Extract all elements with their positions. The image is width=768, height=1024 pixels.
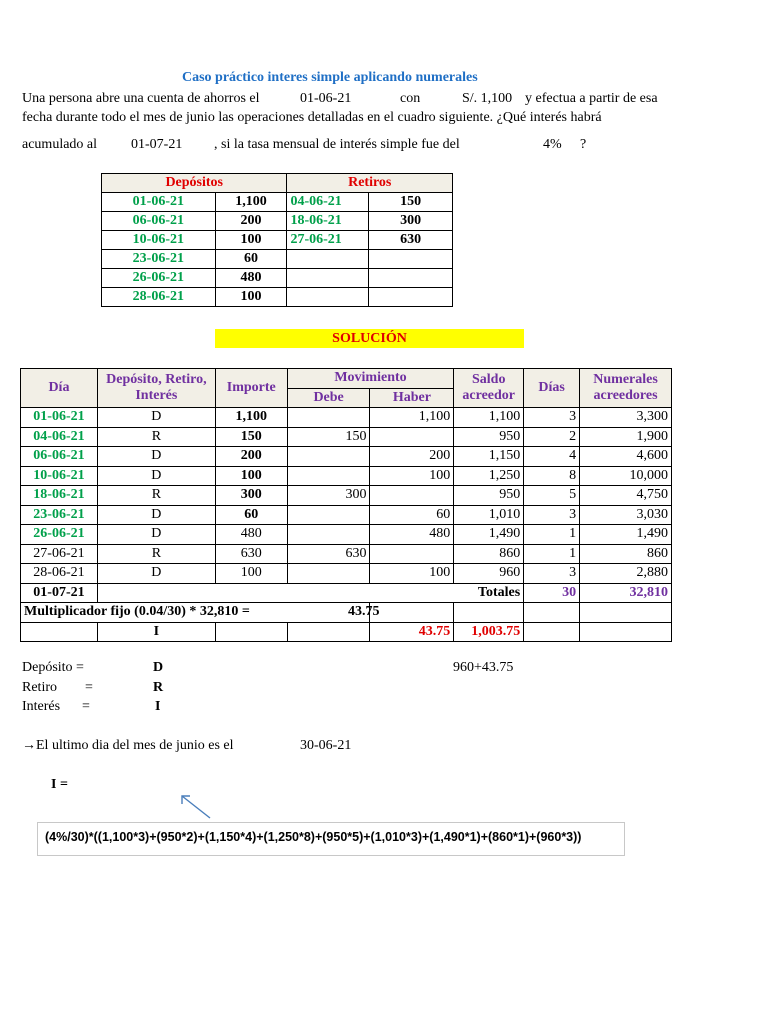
cell-saldo: 950 [454, 427, 524, 447]
deposit-amount: 100 [215, 231, 287, 250]
cell-debe [287, 447, 370, 467]
cell-dias: 8 [524, 466, 580, 486]
statement-line3-b: , si la tasa mensual de interés simple fue del [214, 137, 460, 152]
operations-row [102, 288, 453, 307]
cell-numerales: 1,900 [580, 427, 672, 447]
withdrawal-date [287, 288, 369, 307]
cell-debe [287, 466, 370, 486]
cell-debe [287, 564, 370, 584]
withdrawal-date: 18-06-21 [287, 212, 369, 231]
cell-haber [370, 427, 454, 447]
deposit-amount: 480 [215, 269, 287, 288]
cell-debe: 300 [287, 486, 370, 506]
cell-haber: 100 [370, 564, 454, 584]
table-row [21, 525, 672, 545]
cell-debe: 150 [287, 427, 370, 447]
cell-tipo: D [97, 447, 215, 467]
cell-haber [370, 486, 454, 506]
cell-dias: 1 [524, 544, 580, 564]
total-date: 01-07-21 [21, 583, 98, 603]
interest-row [21, 622, 672, 642]
cell-numerales: 2,880 [580, 564, 672, 584]
header-dias: Días [524, 369, 580, 408]
interest-amount: 43.75 [370, 622, 454, 642]
cell-dia: 06-06-21 [21, 447, 98, 467]
table-row [21, 447, 672, 467]
cell-haber: 100 [370, 466, 454, 486]
header-numerales: Numerales acreedores [580, 369, 672, 408]
cell-dia: 10-06-21 [21, 466, 98, 486]
withdrawal-amount [369, 269, 453, 288]
cell-saldo: 960 [454, 564, 524, 584]
cell-dias: 3 [524, 408, 580, 428]
multiplier-label: Multiplicador fijo (0.04/30) * 32,810 = 43.75 [21, 603, 370, 623]
cell-dias: 3 [524, 564, 580, 584]
cell-dia: 01-06-21 [21, 408, 98, 428]
operations-row [102, 212, 453, 231]
legend-retiro-label: Retiro [22, 680, 57, 695]
cell-importe: 200 [215, 447, 287, 467]
last-day-note: →El ultimo dia del mes de junio es el [22, 738, 234, 753]
multiplier-value: 43.75 [348, 604, 380, 619]
pointer-arrow-icon [176, 792, 216, 822]
deposit-date: 23-06-21 [102, 250, 216, 269]
total-days: 30 [524, 583, 580, 603]
deposit-amount: 60 [215, 250, 287, 269]
operations-row [102, 250, 453, 269]
final-balance: 1,003.75 [454, 622, 524, 642]
cell-importe: 630 [215, 544, 287, 564]
withdrawals-header: Retiros [287, 174, 453, 193]
statement-line1-a: Una persona abre una cuenta de ahorros el [22, 91, 260, 106]
withdrawal-amount: 150 [369, 193, 453, 212]
statement-amount: S/. 1,100 [462, 91, 513, 106]
deposit-date: 28-06-21 [102, 288, 216, 307]
operations-row [102, 269, 453, 288]
operations-row [102, 193, 453, 212]
table-row [21, 466, 672, 486]
header-movimiento: Movimiento [287, 369, 454, 389]
table-row [21, 427, 672, 447]
header-haber: Haber [370, 388, 454, 408]
cell-dia: 18-06-21 [21, 486, 98, 506]
cell-dias: 5 [524, 486, 580, 506]
withdrawal-amount [369, 288, 453, 307]
cell-numerales: 4,600 [580, 447, 672, 467]
interest-code: I [97, 622, 215, 642]
withdrawal-amount: 630 [369, 231, 453, 250]
table-row [21, 544, 672, 564]
header-importe: Importe [215, 369, 287, 408]
header-tipo: Depósito, Retiro, Interés [97, 369, 215, 408]
totals-label: Totales [97, 583, 523, 603]
table-row [21, 564, 672, 584]
header-saldo: Saldo acreedor [454, 369, 524, 408]
multiplier-row [21, 603, 672, 623]
cell-haber: 200 [370, 447, 454, 467]
statement-question-mark: ? [580, 137, 587, 152]
statement-rate: 4% [543, 137, 562, 152]
statement-start-date: 01-06-21 [300, 91, 352, 106]
cell-tipo: R [97, 544, 215, 564]
withdrawal-date [287, 269, 369, 288]
cell-numerales: 1,490 [580, 525, 672, 545]
cell-importe: 300 [215, 486, 287, 506]
table-row [21, 505, 672, 525]
cell-saldo: 1,010 [454, 505, 524, 525]
page-title: Caso práctico interes simple aplicando numerales [182, 70, 478, 85]
legend-deposito-code: D [153, 660, 164, 675]
deposit-amount: 100 [215, 288, 287, 307]
cell-haber: 480 [370, 525, 454, 545]
cell-debe [287, 505, 370, 525]
cell-dia: 28-06-21 [21, 564, 98, 584]
cell-tipo: R [97, 486, 215, 506]
cell-tipo: D [97, 408, 215, 428]
interest-label: I = [51, 777, 68, 792]
numerales-table [20, 368, 672, 642]
statement-line2: fecha durante todo el mes de junio las operaciones detalladas en el cuadro siguiente. ¿Qué interés habrá [22, 110, 602, 125]
withdrawal-amount [369, 250, 453, 269]
cell-saldo: 1,250 [454, 466, 524, 486]
deposit-amount: 1,100 [215, 193, 287, 212]
cell-dias: 4 [524, 447, 580, 467]
cell-haber: 60 [370, 505, 454, 525]
total-numerales: 32,810 [580, 583, 672, 603]
header-debe: Debe [287, 388, 370, 408]
legend-interes-eq: = [82, 699, 90, 714]
cell-dias: 3 [524, 505, 580, 525]
cell-importe: 1,100 [215, 408, 287, 428]
legend-interes-code: I [155, 699, 161, 714]
cell-dia: 26-06-21 [21, 525, 98, 545]
statement-con: con [400, 91, 421, 106]
statement-line3-a: acumulado al [22, 137, 98, 152]
header-dia: Día [21, 369, 98, 408]
cell-debe [287, 408, 370, 428]
withdrawal-date: 27-06-21 [287, 231, 369, 250]
cell-tipo: D [97, 525, 215, 545]
statement-line1-b: y efectua a partir de esa [525, 91, 658, 106]
cell-importe: 480 [215, 525, 287, 545]
legend-interes-label: Interés [22, 699, 61, 714]
cell-tipo: D [97, 505, 215, 525]
cell-saldo: 860 [454, 544, 524, 564]
cell-haber [370, 544, 454, 564]
cell-numerales: 860 [580, 544, 672, 564]
cell-tipo: R [97, 427, 215, 447]
legend-retiro-code: R [153, 680, 164, 695]
operations-table [101, 173, 453, 307]
cell-numerales: 10,000 [580, 466, 672, 486]
cell-saldo: 950 [454, 486, 524, 506]
table-row [21, 486, 672, 506]
cell-tipo: D [97, 466, 215, 486]
deposit-date: 10-06-21 [102, 231, 216, 250]
last-day-date: 30-06-21 [300, 738, 352, 753]
withdrawal-date: 04-06-21 [287, 193, 369, 212]
statement-end-date: 01-07-21 [131, 137, 183, 152]
withdrawal-amount: 300 [369, 212, 453, 231]
cell-importe: 100 [215, 564, 287, 584]
solution-banner: SOLUCIÓN [215, 329, 524, 348]
totals-row [21, 583, 672, 603]
cell-importe: 150 [215, 427, 287, 447]
cell-dias: 1 [524, 525, 580, 545]
cell-tipo: D [97, 564, 215, 584]
deposit-date: 06-06-21 [102, 212, 216, 231]
withdrawal-date [287, 250, 369, 269]
legend-retiro-eq: = [85, 680, 93, 695]
table-row [21, 408, 672, 428]
legend-deposito-label: Depósito = [22, 660, 84, 675]
cell-numerales: 3,300 [580, 408, 672, 428]
cell-dia: 04-06-21 [21, 427, 98, 447]
deposit-date: 26-06-21 [102, 269, 216, 288]
formula-box: (4%/30)*((1,100*3)+(950*2)+(1,150*4)+(1,250*8)+(950*5)+(1,010*3)+(1,490*1)+(860*1)+(960*3)) [37, 822, 625, 856]
cell-dia: 23-06-21 [21, 505, 98, 525]
cell-saldo: 1,490 [454, 525, 524, 545]
cell-saldo: 1,150 [454, 447, 524, 467]
deposit-amount: 200 [215, 212, 287, 231]
cell-numerales: 4,750 [580, 486, 672, 506]
cell-debe: 630 [287, 544, 370, 564]
cell-saldo: 1,100 [454, 408, 524, 428]
cell-importe: 100 [215, 466, 287, 486]
cell-numerales: 3,030 [580, 505, 672, 525]
cell-haber: 1,100 [370, 408, 454, 428]
calc-note: 960+43.75 [453, 660, 514, 675]
cell-dia: 27-06-21 [21, 544, 98, 564]
cell-debe [287, 525, 370, 545]
operations-row [102, 231, 453, 250]
cell-importe: 60 [215, 505, 287, 525]
cell-dias: 2 [524, 427, 580, 447]
deposit-date: 01-06-21 [102, 193, 216, 212]
deposits-header: Depósitos [102, 174, 287, 193]
